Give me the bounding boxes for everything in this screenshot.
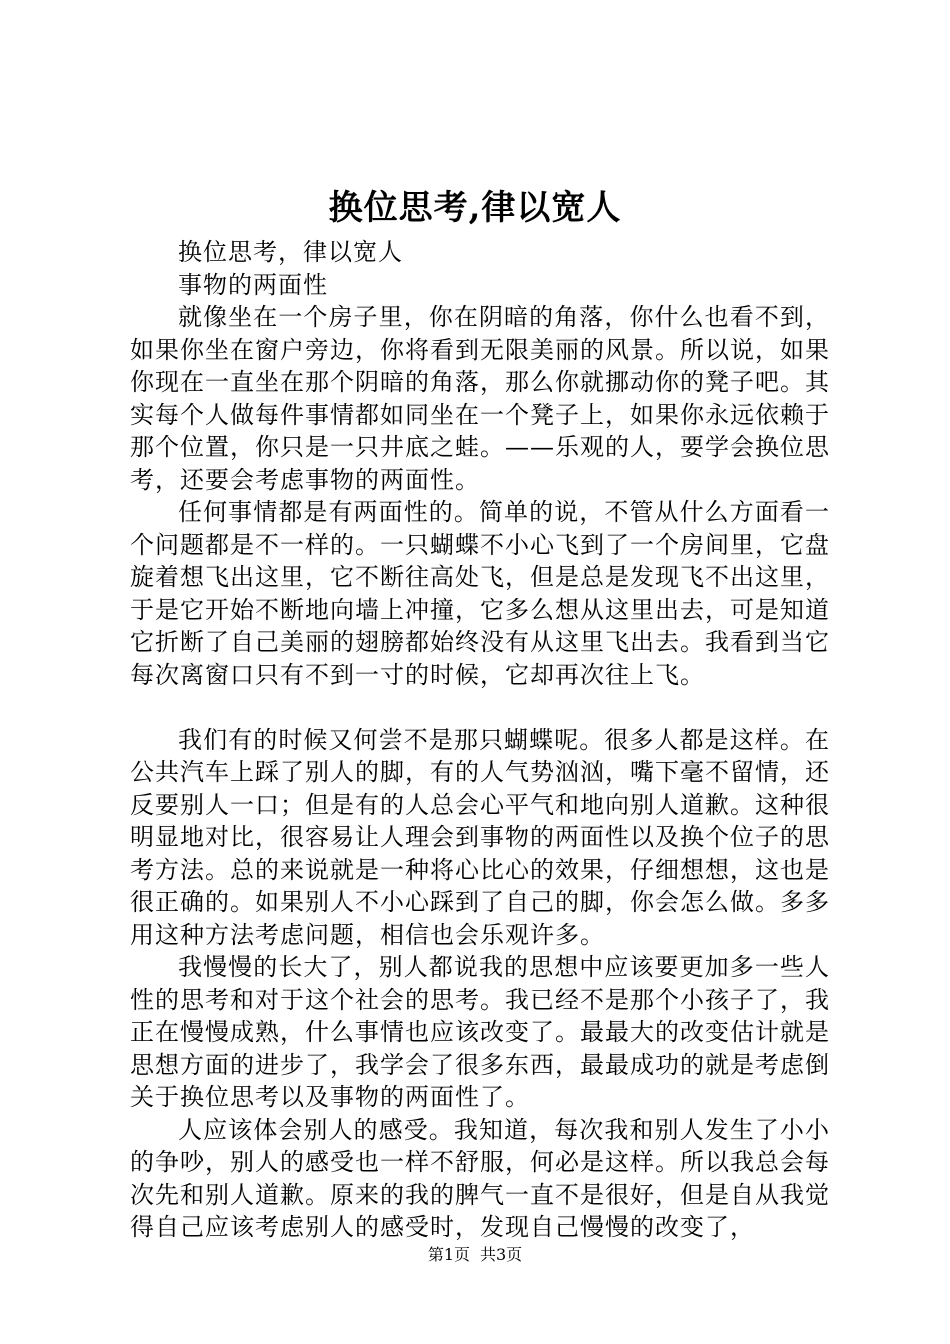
section-heading: 事物的两面性: [178, 270, 328, 299]
page-footer: [0, 1244, 950, 1266]
subtitle: 换位思考，律以宽人: [178, 238, 403, 266]
paragraph: 我慢慢的长大了，别人都说我的思想中应该要更加多一些人性的思考和对于这个社会的思考。我已经不是那个小孩子了，我正在慢慢成熟，什么事情也应该改变了。最最大的改变估计就是思想方面的进步了，我学会了很多东西，最最成功的就是考虑倒关于换位思考以及事物的两面性了。: [130, 953, 830, 1111]
paragraph: 就像坐在一个房子里，你在阴暗的角落，你什么也看不到，如果你坐在窗户旁边，你将看到无限美丽的风景。所以说，如果你现在一直坐在那个阴暗的角落，那么你就挪动你的凳子吧。其实每个人做每件事情都如同坐在一个凳子上，如果你永远依赖于那个位置，你只是一只井底之蛙。——乐观的人，要学会换位思考，还要会考虑事物的两面性。: [130, 303, 830, 494]
page-number: 第1页: [427, 1245, 470, 1264]
paragraph: 任何事情都是有两面性的。简单的说，不管从什么方面看一个问题都是不一样的。一只蝴蝶不小心飞到了一个房间里，它盘旋着想飞出这里，它不断往高处飞，但是总是发现飞不出这里，于是它开始不断地向墙上冲撞，它多么想从这里出去，可是知道它折断了自己美丽的翅膀都始终没有从这里飞出去。我看到当它每次离窗口只有不到一寸的时候，它却再次往上飞。: [130, 498, 830, 689]
page-total: 共3页: [480, 1245, 523, 1264]
document-body: [130, 236, 830, 1244]
paragraph: 我们有的时候又何尝不是那只蝴蝶呢。很多人都是这样。在公共汽车上踩了别人的脚，有的人气势汹汹，嘴下毫不留情，还反要别人一口；但是有的人总会心平气和地向别人道歉。这种很明显地对比，很容易让人理会到事物的两面性以及换个位子的思考方法。总的来说就是一种将心比心的效果，仔细想想，这也是很正确的。如果别人不小心踩到了自己的脚，你会怎么做。多多用这种方法考虑问题，相信也会乐观许多。: [130, 725, 830, 949]
page-title: 换位思考,律以宽人: [328, 188, 622, 228]
paragraph: 人应该体会别人的感受。我知道，每次我和别人发生了小小的争吵，别人的感受也一样不舒服，何必是这样。所以我总会每次先和别人道歉。原来的我的脾气一直不是很好，但是自从我觉得自己应该考虑别人的感受时，发现自己慢慢的改变了，: [130, 1115, 830, 1241]
